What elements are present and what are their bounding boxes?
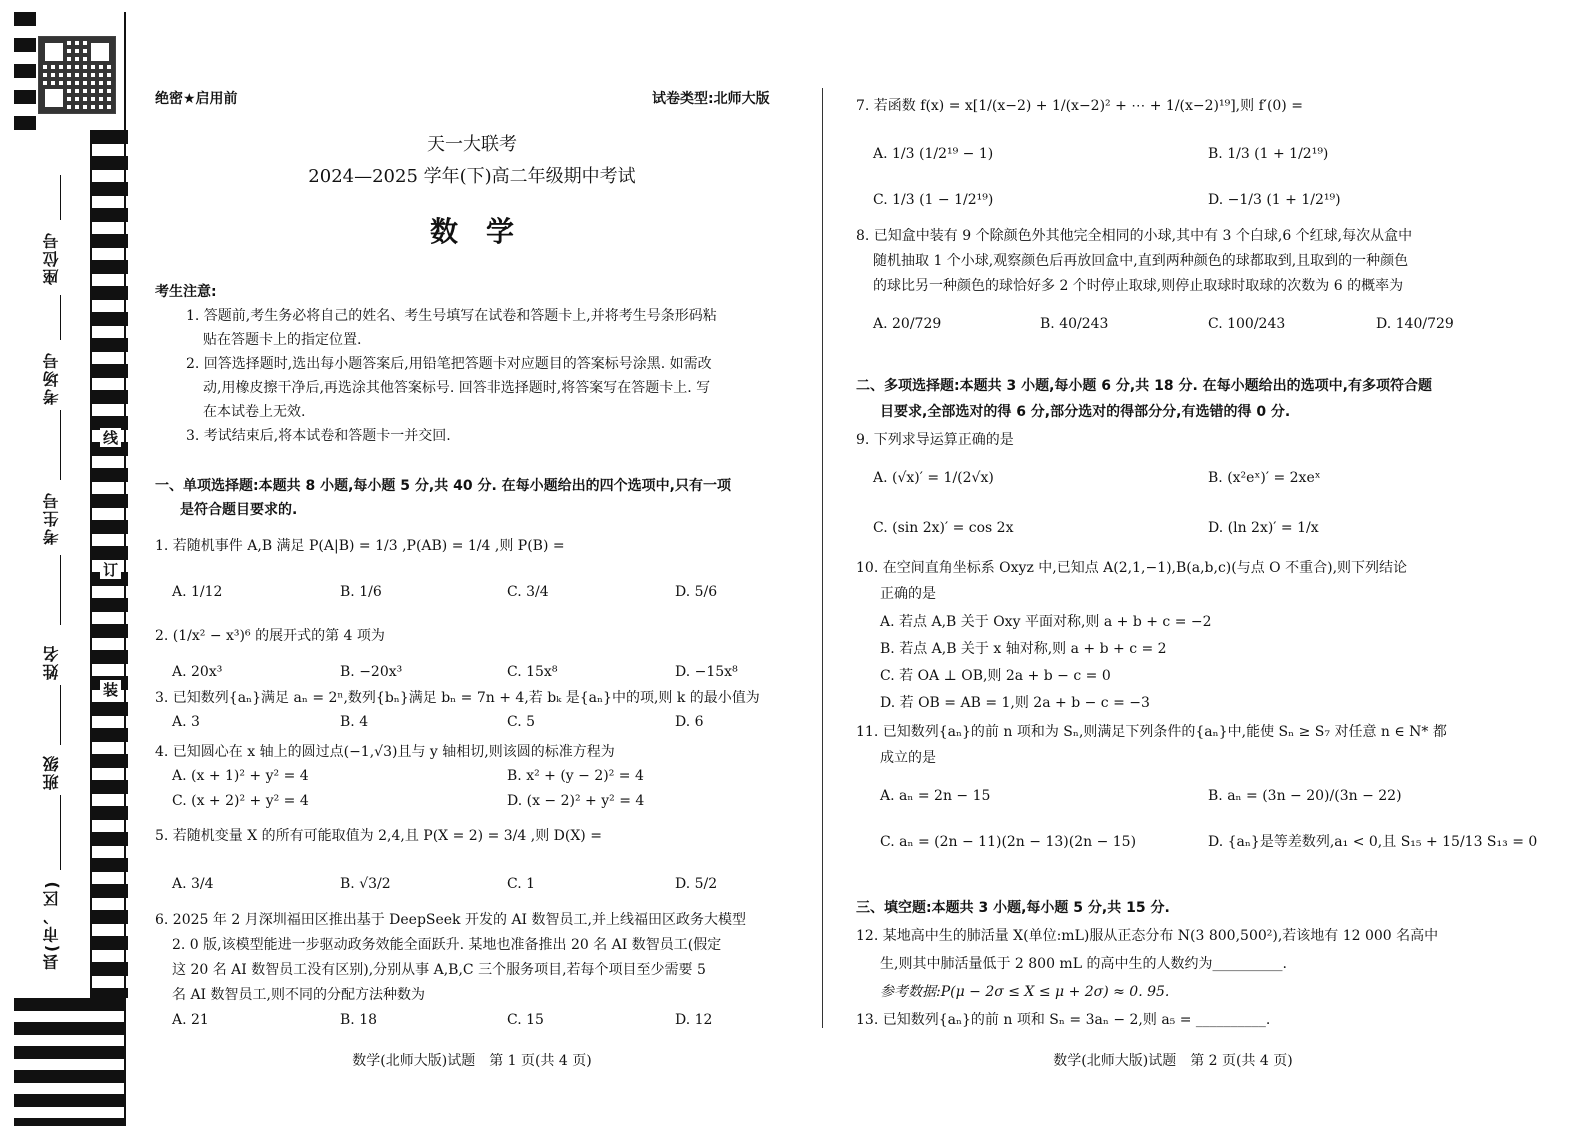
notice-line: 动,用橡皮擦干净后,再选涂其他答案标号. 回答非选择题时,将答案写在答题卡上. 写: [203, 380, 711, 396]
q8-option-d: D. 140/729: [1376, 316, 1454, 332]
bind-mark-ding: 订: [101, 562, 119, 577]
secret-label: 绝密★启用前: [155, 91, 238, 107]
q13-stem: 13. 已知数列{aₙ}的前 n 项和 Sₙ = 3aₙ − 2,则 a₅ = __________.: [856, 1012, 1271, 1028]
q11-option-b: B. aₙ = (3n − 20)/(3n − 22): [1208, 788, 1402, 804]
exam-no-label: 考生号: [42, 491, 61, 545]
q2-option-c: C. 15x⁸: [507, 664, 558, 680]
section3-heading: 三、填空题:本题共 3 小题,每小题 5 分,共 15 分.: [856, 900, 1170, 916]
q8-option-a: A. 20/729: [873, 316, 942, 332]
q8-option-b: B. 40/243: [1040, 316, 1109, 332]
class-label: 班级: [42, 754, 61, 790]
notice-line: 在本试卷上无效.: [203, 404, 306, 420]
q11-line: 11. 已知数列{aₙ}的前 n 项和为 Sₙ,则满足下列条件的{aₙ}中,能使 Sₙ ≥ S₇ 对任意 n ∈ N* 都: [856, 724, 1447, 740]
q6-option-d: D. 12: [675, 1012, 713, 1028]
q6-line: 2. 0 版,该模型能进一步驱动政务效能全面跃升. 某地也准备推出 20 名 AI 数智员工(假定: [172, 937, 722, 953]
q11-option-d: D. {aₙ}是等差数列,a₁ < 0,且 S₁₅ + 15/13 S₁₃ = 0: [1208, 834, 1538, 850]
q5-option-b: B. √3/2: [340, 876, 391, 892]
q6-line: 名 AI 数智员工,则不同的分配方法种数为: [172, 987, 425, 1003]
q2-option-d: D. −15x⁸: [675, 664, 738, 680]
q12-reference: 参考数据:P(μ − 2σ ≤ X ≤ μ + 2σ) ≈ 0. 95.: [880, 984, 1170, 1000]
q8-option-c: C. 100/243: [1208, 316, 1286, 332]
paper-type: 试卷类型:北师大版: [652, 91, 770, 107]
q2-option-a: A. 20x³: [172, 664, 223, 680]
exam-org: 天一大联考: [427, 134, 517, 155]
q9-option-b: B. (x²eˣ)′ = 2xeˣ: [1208, 470, 1321, 486]
q5-option-d: D. 5/2: [675, 876, 718, 892]
q3-option-c: C. 5: [507, 714, 536, 730]
q3-option-a: A. 3: [172, 714, 200, 730]
q1-option-c: C. 3/4: [507, 584, 549, 600]
q1-option-b: B. 1/6: [340, 584, 382, 600]
section2-heading-cont: 目要求,全部选对的得 6 分,部分选对的得部分分,有选错的得 0 分.: [880, 404, 1291, 420]
q8-line: 随机抽取 1 个小球,观察颜色后再放回盒中,直到两种颜色的球都取到,且取到的一种颜色: [873, 253, 1409, 269]
q6-line: 6. 2025 年 2 月深圳福田区推出基于 DeepSeek 开发的 AI 数智员工,并上线福田区政务大模型: [155, 912, 746, 928]
q2-stem: 2. (1/x² − x³)⁶ 的展开式的第 4 项为: [155, 628, 385, 644]
notice-line: 3. 考试结束后,将本试卷和答题卡一并交回.: [186, 428, 451, 444]
q10-line: 10. 在空间直角坐标系 Oxyz 中,已知点 A(2,1,−1),B(a,b,c)(与点 O 不重合),则下列结论: [856, 560, 1408, 576]
q3-option-b: B. 4: [340, 714, 369, 730]
q4-stem: 4. 已知圆心在 x 轴上的圆过点(−1,√3)且与 y 轴相切,则该圆的标准方程为: [155, 744, 615, 760]
q4-option-a: A. (x + 1)² + y² = 4: [172, 768, 309, 784]
q11-line: 成立的是: [880, 750, 936, 766]
q10-option-c: C. 若 OA ⊥ OB,则 2a + b − c = 0: [880, 668, 1111, 684]
q4-option-c: C. (x + 2)² + y² = 4: [172, 793, 309, 809]
q12-line: 12. 某地高中生的肺活量 X(单位:mL)服从正态分布 N(3 800,500²),若该地有 12 000 名高中: [856, 928, 1439, 944]
q7-option-d: D. −1/3 (1 + 1/2¹⁹): [1208, 192, 1341, 208]
qr-code: [38, 36, 116, 114]
q3-option-d: D. 6: [675, 714, 704, 730]
q8-line: 8. 已知盒中装有 9 个除颜色外其他完全相同的小球,其中有 3 个白球,6 个红球,每次从盒中: [856, 228, 1413, 244]
q1-option-d: D. 5/6: [675, 584, 718, 600]
q3-stem: 3. 已知数列{aₙ}满足 aₙ = 2ⁿ,数列{bₙ}满足 bₙ = 7n + 4,若 bₖ 是{aₙ}中的项,则 k 的最小值为: [155, 690, 760, 706]
page-divider: [822, 88, 823, 1028]
q7-option-a: A. 1/3 (1/2¹⁹ − 1): [873, 146, 994, 162]
q4-option-d: D. (x − 2)² + y² = 4: [507, 793, 645, 809]
binding-edge-line: [124, 12, 126, 1126]
q7-option-c: C. 1/3 (1 − 1/2¹⁹): [873, 192, 994, 208]
q9-option-a: A. (√x)′ = 1/(2√x): [873, 470, 994, 486]
q6-option-b: B. 18: [340, 1012, 378, 1028]
q9-option-c: C. (sin 2x)′ = cos 2x: [873, 520, 1014, 536]
q12-line: 生,则其中肺活量低于 2 800 mL 的高中生的人数约为__________.: [880, 956, 1287, 972]
q5-option-c: C. 1: [507, 876, 536, 892]
exam-title: 2024—2025 学年(下)高二年级期中考试: [308, 166, 636, 187]
binding-stripes-bottom: [14, 998, 126, 1126]
subject-title: 数 学: [429, 215, 514, 248]
q9-option-d: D. (ln 2x)′ = 1/x: [1208, 520, 1319, 536]
room-label: 考场号: [42, 351, 61, 405]
binding-stripes-top: [14, 12, 36, 132]
q10-option-a: A. 若点 A,B 关于 Oxy 平面对称,则 a + b + c = −2: [880, 614, 1212, 630]
q11-option-c: C. aₙ = (2n − 11)(2n − 13)(2n − 15): [880, 834, 1137, 850]
footer-right: 数学(北师大版)试题 第 2 页(共 4 页): [1053, 1053, 1293, 1069]
bind-mark-zhuang: 装: [101, 682, 119, 697]
q7-option-b: B. 1/3 (1 + 1/2¹⁹): [1208, 146, 1329, 162]
q10-option-d: D. 若 OB = AB = 1,则 2a + b − c = −3: [880, 695, 1150, 711]
q11-option-a: A. aₙ = 2n − 15: [880, 788, 991, 804]
q1-stem: 1. 若随机事件 A,B 满足 P(A|B) = 1/3 ,P(AB) = 1/4 ,则 P(B) =: [155, 538, 565, 554]
q6-option-c: C. 15: [507, 1012, 544, 1028]
q5-option-a: A. 3/4: [172, 876, 214, 892]
q5-stem: 5. 若随机变量 X 的所有可能取值为 2,4,且 P(X = 2) = 3/4 ,则 D(X) =: [155, 828, 602, 844]
section1-heading-cont: 是符合题目要求的.: [180, 502, 298, 518]
seat-label: 座位号: [42, 231, 61, 285]
q10-option-b: B. 若点 A,B 关于 x 轴对称,则 a + b + c = 2: [880, 641, 1167, 657]
q6-line: 这 20 名 AI 数智员工没有区别),分别从事 A,B,C 三个服务项目,若每个项目至少需要 5: [172, 962, 706, 978]
notice-heading: 考生注意:: [155, 284, 217, 300]
section1-heading: 一、单项选择题:本题共 8 小题,每小题 5 分,共 40 分. 在每小题给出的四个选项中,只有一项: [155, 478, 731, 494]
notice-line: 1. 答题前,考生务必将自己的姓名、考生号填写在试卷和答题卡上,并将考生号条形码粘: [186, 308, 717, 324]
q8-line: 的球比另一种颜色的球恰好多 2 个时停止取球,则停止取球时取球的次数为 6 的概率为: [873, 278, 1404, 294]
footer-left: 数学(北师大版)试题 第 1 页(共 4 页): [352, 1053, 592, 1069]
q10-line: 正确的是: [880, 586, 936, 602]
q9-stem: 9. 下列求导运算正确的是: [856, 432, 1014, 448]
q2-option-b: B. −20x³: [340, 664, 403, 680]
section2-heading: 二、多项选择题:本题共 3 小题,每小题 6 分,共 18 分. 在每小题给出的选项中,有多项符合题: [856, 378, 1432, 394]
name-label: 姓名: [42, 644, 61, 680]
bind-mark-xian: 线: [101, 430, 119, 445]
notice-line: 2. 回答选择题时,选出每小题答案后,用铅笔把答题卡对应题目的答案标号涂黑. 如需改: [186, 356, 712, 372]
q6-option-a: A. 21: [172, 1012, 209, 1028]
county-label: 县(市、区): [42, 879, 61, 970]
notice-line: 贴在答题卡上的指定位置.: [203, 332, 362, 348]
q1-option-a: A. 1/12: [172, 584, 223, 600]
q7-stem: 7. 若函数 f(x) = x[1/(x−2) + 1/(x−2)² + ⋯ + 1/(x−2)¹⁹],则 f′(0) =: [856, 98, 1303, 114]
q4-option-b: B. x² + (y − 2)² = 4: [507, 768, 644, 784]
